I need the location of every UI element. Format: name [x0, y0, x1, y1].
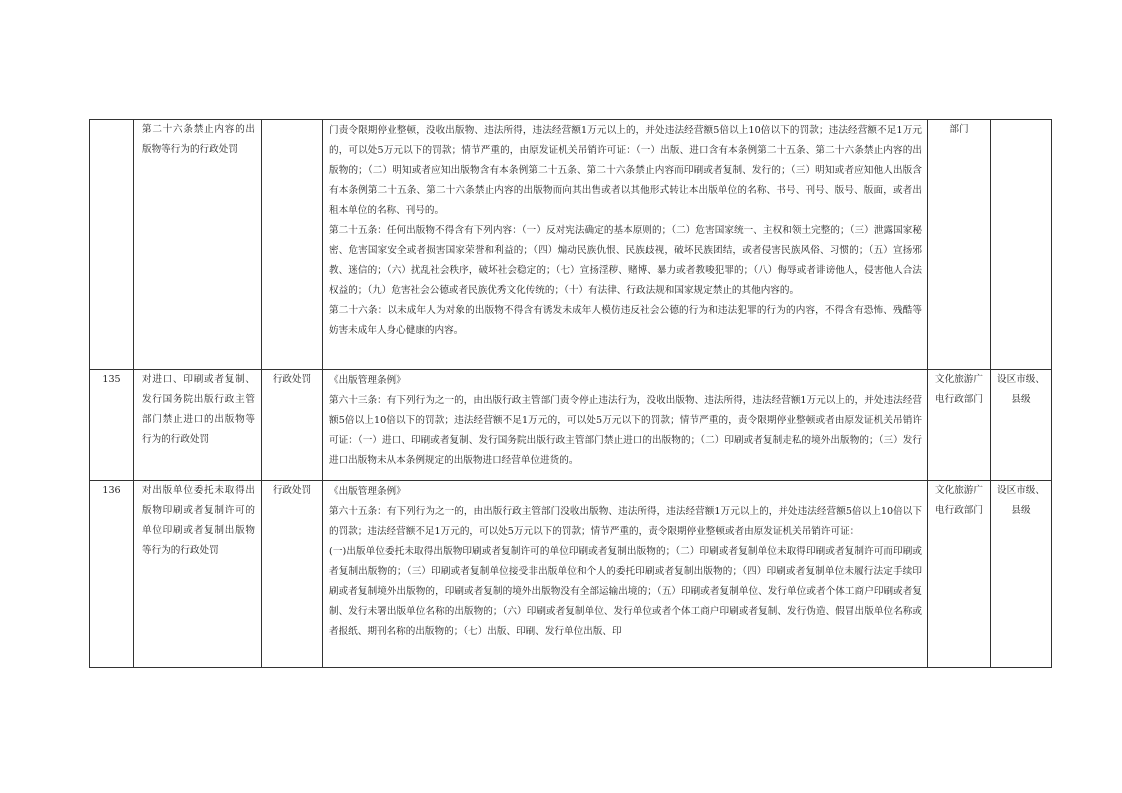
item-name-cell: [134, 370, 262, 481]
item-name-cell: [134, 120, 262, 370]
legal-text-paragraph: 第二十五条：任何出版物不得含有下列内容：（一）反对宪法确定的基本原则的；（二）危害国家统一、主权和领土完整的；（三）泄露国家秘密、危害国家安全或者损害国家荣誉和利益的；（四）煽动民族仇恨、民族歧视，破坏民族团结，或者侵害民族风俗、习惯的；（五）宣扬邪教、迷信的；（六）扰乱社会秩序，破坏社会稳定的；（七）宣扬淫秽、赌博、暴力或者教唆犯罪的；（八）侮辱或者诽谤他人，侵害他人合法权益的；（九）危害社会公德或者民族优秀文化传统的；（十）有法律、行政法规和国家规定禁止的其他内容的。: [329, 225, 922, 296]
level-cell: [991, 370, 1052, 481]
regulation-title: 《出版管理条例》: [329, 375, 406, 386]
regulation-table: [89, 119, 1052, 668]
row-number: 136: [90, 481, 134, 668]
dept-text: 文化旅游广电行政部门: [935, 374, 983, 405]
dept-cell: [928, 120, 991, 370]
item-name: 对出版单位委托未取得出版物印刷或者复制许可的单位印刷或者复制出版物等行为的行政处罚: [142, 485, 255, 556]
table-row: [90, 370, 1052, 481]
legal-basis-cell: [323, 120, 928, 370]
table-row: [90, 481, 1052, 668]
legal-text-paragraph: 门责令限期停业整顿，没收出版物、违法所得，违法经营额1万元以上的，并处违法经营额5倍以上10倍以下的罚款；违法经营额不足1万元的，可以处5万元以下的罚款；情节严重的，由原发证机关吊销许可证：（一）出版、进口含有本条例第二十五条、第二十六条禁止内容的出版物的；（二）明知或者应知出版物含有本条例第二十五条、第二十六条禁止内容而印刷或者复制、发行的；（三）明知或者应知他人出版含有本条例第二十五条、第二十六条禁止内容的出版物而向其出售或者以其他形式转让本出版单位的名称、书号、刊号、版号、版面，或者出租本单位的名称、刊号的。: [329, 125, 922, 216]
dept-cell: [928, 481, 991, 668]
level-text: 设区市级、县级: [997, 374, 1045, 405]
regulation-title: 《出版管理条例》: [329, 486, 406, 497]
dept-cell: [928, 370, 991, 481]
row-number: 135: [90, 370, 134, 481]
dept-text: 文化旅游广电行政部门: [935, 485, 983, 516]
row-number: [90, 120, 134, 370]
legal-basis-cell: [323, 370, 928, 481]
item-kind: 行政处罚: [262, 481, 323, 668]
level-text: [991, 120, 1052, 370]
legal-text-paragraph: 第六十五条：有下列行为之一的，由出版行政主管部门没收出版物、违法所得，违法经营额1万元以上的，并处违法经营额5倍以上10倍以下的罚款；违法经营额不足1万元的，可以处5万元以下的罚款；情节严重的，责令限期停业整顿或者由原发证机关吊销许可证：: [329, 506, 922, 537]
item-kind: 行政处罚: [262, 370, 323, 481]
legal-basis-cell: [323, 481, 928, 668]
item-kind: [262, 120, 323, 370]
item-name: 对进口、印刷或者复制、发行国务院出版行政主管部门禁止进口的出版物等行为的行政处罚: [142, 374, 255, 445]
item-name-cell: [134, 481, 262, 668]
level-cell: [991, 481, 1052, 668]
legal-text-paragraph: 第二十六条：以未成年人为对象的出版物不得含有诱发未成年人模仿违反社会公德的行为和违法犯罪的行为的内容，不得含有恐怖、残酷等妨害未成年人身心健康的内容。: [329, 305, 922, 336]
level-text: 设区市级、县级: [997, 485, 1045, 516]
legal-text-paragraph: (一)出版单位委托未取得出版物印刷或者复制许可的单位印刷或者复制出版物的；（二）印刷或者复制单位未取得印刷或者复制许可而印刷或者复制出版物的；（三）印刷或者复制单位接受非出版单位和个人的委托印刷或者复制出版物的；（四）印刷或者复制单位未履行法定手续印刷或者复制境外出版物的，印刷或者复制的境外出版物没有全部运输出境的；（五）印刷或者复制单位、发行单位或者个体工商户印刷或者复制、发行未署出版单位名称的出版物的；（六）印刷或者复制单位、发行单位或者个体工商户印刷或者复制、发行伪造、假冒出版单位名称或者报纸、期刊名称的出版物的；（七）出版、印刷、发行单位出版、印: [329, 546, 922, 637]
item-name: 第二十六条禁止内容的出版物等行为的行政处罚: [142, 124, 255, 155]
legal-text-paragraph: 第六十三条：有下列行为之一的，由出版行政主管部门责令停止违法行为，没收出版物、违法所得，违法经营额1万元以上的，并处违法经营额5倍以上10倍以下的罚款；违法经营额不足1万元的，可以处5万元以下的罚款；情节严重的，责令限期停业整顿或者由原发证机关吊销许可证：（一）进口、印刷或者复制、发行国务院出版行政主管部门禁止进口的出版物的；（二）印刷或者复制走私的境外出版物的；（三）发行进口出版物未从本条例规定的出版物进口经营单位进货的。: [329, 395, 922, 466]
dept-text: 部门: [949, 124, 969, 135]
table-row: [90, 120, 1052, 370]
